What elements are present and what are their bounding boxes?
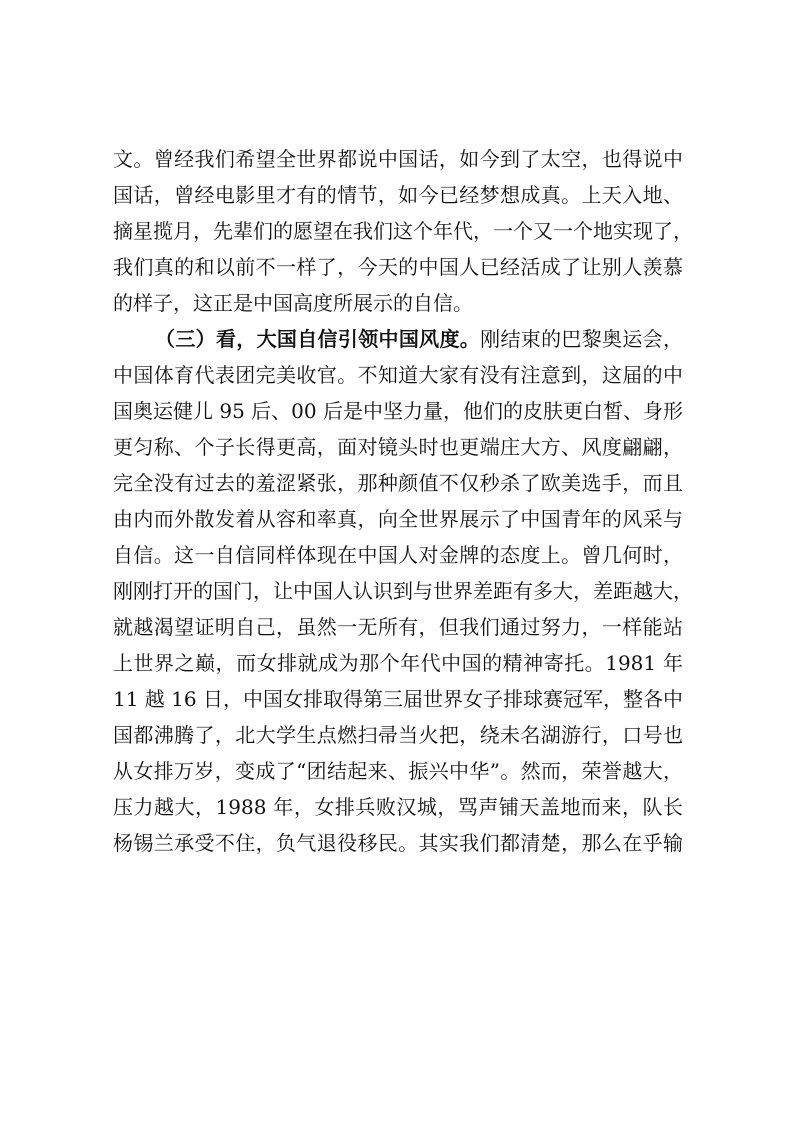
paragraph-line: 国奥运健儿 95 后、00 后是中坚力量，他们的皮肤更白皙、身形 <box>113 399 683 423</box>
paragraph-line: 完全没有过去的羞涩紧张，那种颜值不仅秒杀了欧美选手，而且 <box>113 471 683 495</box>
section-heading: （三）看，大国自信引领中国风度。 <box>155 327 481 351</box>
paragraph-line: 从女排万岁，变成了“团结起来、振兴中华”。然而，荣誉越大， <box>113 759 683 783</box>
paragraph-line: 更匀称、个子长得更高，面对镜头时也更端庄大方、风度翩翩， <box>113 435 683 459</box>
paragraph-line: 的样子，这正是中国高度所展示的自信。 <box>113 291 473 315</box>
paragraph-line: 11 越 16 日，中国女排取得第三届世界女子排球赛冠军，整各中 <box>113 687 683 711</box>
section-first-line <box>155 321 683 357</box>
paragraph-line: 就越渴望证明自己，虽然一无所有，但我们通过努力，一样能站 <box>113 615 683 639</box>
paragraph-line: 由内而外散发着从容和率真，向全世界展示了中国青年的风采与 <box>113 507 683 531</box>
paragraph-line: 自信。这一自信同样体现在中国人对金牌的态度上。曾几何时， <box>113 543 683 567</box>
paragraph-line: 我们真的和以前不一样了，今天的中国人已经活成了让别人羡慕 <box>113 255 683 279</box>
paragraph-line: 刚刚打开的国门，让中国人认识到与世界差距有多大，差距越大， <box>113 579 693 603</box>
paragraph-line: 杨锡兰承受不住，负气退役移民。其实我们都清楚，那么在乎输 <box>113 831 683 855</box>
paragraph-line: 中国体育代表团完美收官。不知道大家有没有注意到，这届的中 <box>113 363 683 387</box>
paragraph-line: 国都沸腾了，北大学生点燃扫帚当火把，绕未名湖游行，口号也 <box>113 723 683 747</box>
paragraph-line: 上世界之巅，而女排就成为那个年代中国的精神寄托。1981 年 <box>113 651 683 675</box>
paragraph-line: 摘星揽月，先辈们的愿望在我们这个年代，一个又一个地实现了， <box>113 219 693 243</box>
paragraph-line: 文。曾经我们希望全世界都说中国话，如今到了太空，也得说中 <box>113 147 683 171</box>
paragraph-line: 压力越大，1988 年，女排兵败汉城，骂声铺天盖地而来，队长 <box>113 795 683 819</box>
section-first-line-rest: 刚结束的巴黎奥运会， <box>480 327 684 351</box>
paragraph-line: 国话，曾经电影里才有的情节，如今已经梦想成真。上天入地、 <box>113 183 683 207</box>
